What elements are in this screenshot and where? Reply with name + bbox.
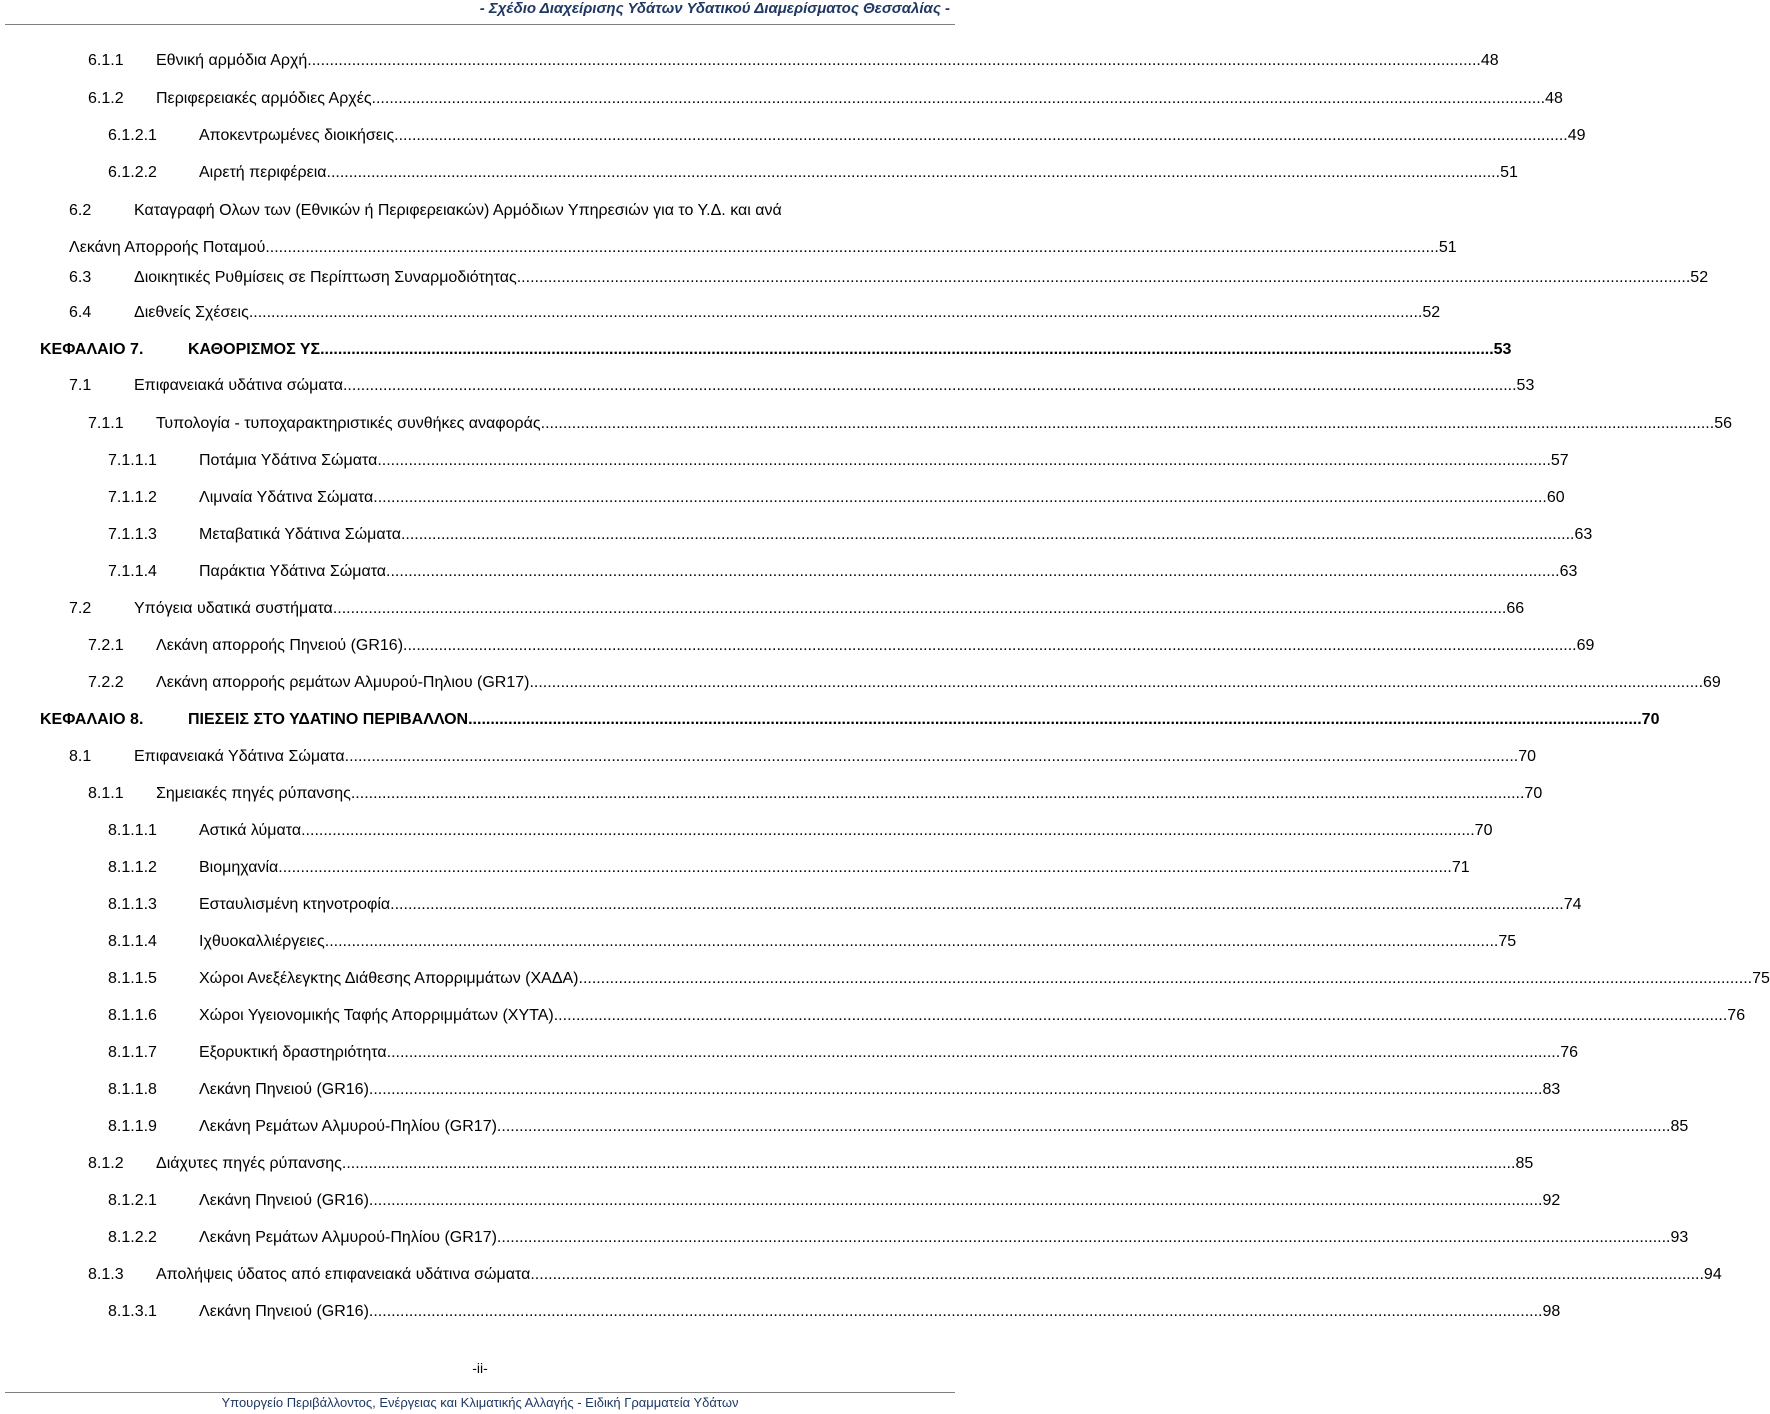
toc-entry-page: 76 bbox=[1727, 1007, 1746, 1024]
toc-dot-leader bbox=[387, 1040, 1561, 1066]
toc-entry-title: Λεκάνη Πηνειού (GR16) bbox=[199, 1081, 369, 1098]
toc-entry-page: 75 bbox=[1752, 970, 1770, 987]
toc-entry[interactable] bbox=[0, 265, 1709, 291]
toc-entry[interactable] bbox=[0, 670, 1721, 696]
toc-entry[interactable] bbox=[0, 818, 1493, 844]
toc-dot-leader bbox=[327, 160, 1501, 186]
toc-entry-title: Λεκάνη απορροής ρεμάτων Αλμυρού-Πηλιου (GR17) bbox=[156, 674, 530, 691]
toc-entry-title: Βιομηχανία bbox=[199, 859, 279, 876]
toc-entry-page: 70 bbox=[1474, 822, 1493, 839]
toc-entry-page: 71 bbox=[1451, 859, 1470, 876]
toc-dot-leader bbox=[307, 48, 1481, 74]
toc-entry[interactable] bbox=[0, 300, 1441, 326]
toc-dot-leader bbox=[403, 633, 1577, 659]
toc-entry-title: Παράκτια Υδάτινα Σώματα bbox=[199, 563, 387, 580]
toc-entry-number: 7.1.1 bbox=[88, 415, 124, 432]
toc-entry-page: 53 bbox=[1493, 341, 1512, 358]
toc-entry[interactable] bbox=[0, 373, 1535, 399]
toc-entry-title: Λεκάνη απορροής Πηνειού (GR16) bbox=[156, 637, 404, 654]
toc-entry-page: 49 bbox=[1567, 127, 1586, 144]
toc-entry-title: Χώροι Ανεξέλεγκτης Διάθεσης Απορριμμάτων (ΧΑΔΑ) bbox=[199, 970, 579, 987]
toc-entry-number: 6.2 bbox=[69, 202, 92, 219]
toc-entry[interactable] bbox=[0, 1262, 1722, 1288]
toc-entry-number: 8.1.3 bbox=[88, 1266, 124, 1283]
toc-dot-leader bbox=[390, 892, 1564, 918]
toc-entry[interactable] bbox=[0, 929, 1517, 955]
toc-entry[interactable] bbox=[0, 855, 1470, 881]
toc-dot-leader bbox=[497, 1225, 1671, 1251]
toc-entry-title-continued: Λεκάνη Απορροής Ποταμού bbox=[69, 239, 266, 256]
page-number: -ii- bbox=[472, 1360, 488, 1376]
toc-entry-page: 98 bbox=[1542, 1303, 1561, 1320]
toc-entry[interactable] bbox=[0, 448, 1569, 474]
toc-dot-leader bbox=[320, 337, 1494, 363]
running-footer: Υπουργείο Περιβάλλοντος, Ενέργειας και Κλιματικής Αλλαγής - Ειδική Γραμματεία Υδάτων bbox=[221, 1395, 739, 1410]
toc-entry-title: Αποκεντρωμένες διοικήσεις bbox=[199, 127, 395, 144]
toc-entry-title: Επιφανειακά Υδάτινα Σώματα bbox=[134, 748, 345, 765]
toc-entry-title: Διάχυτες πηγές ρύπανσης bbox=[156, 1155, 342, 1172]
toc-entry-page: 74 bbox=[1563, 896, 1582, 913]
toc-entry-number: 8.1.1.6 bbox=[108, 1007, 157, 1024]
toc-entry-title: Ποτάμια Υδάτινα Σώματα bbox=[199, 452, 378, 469]
toc-entry-number: 6.1.2 bbox=[88, 90, 124, 107]
toc-dot-leader bbox=[372, 86, 1546, 112]
toc-entry-title: Λεκάνη Ρεμάτων Αλμυρού-Πηλίου (GR17) bbox=[199, 1118, 497, 1135]
toc-entry-page: 85 bbox=[1670, 1118, 1689, 1135]
toc-entry-page: 83 bbox=[1542, 1081, 1561, 1098]
toc-dot-leader bbox=[468, 707, 1642, 733]
toc-dot-leader bbox=[541, 411, 1715, 437]
toc-entry-number: ΚΕΦΑΛΑΙΟ 7. bbox=[40, 341, 144, 358]
toc-dot-leader bbox=[401, 522, 1575, 548]
toc-entry-page: 85 bbox=[1515, 1155, 1534, 1172]
toc-dot-leader bbox=[265, 239, 1439, 256]
toc-entry-title: Περιφερειακές αρμόδιες Αρχές bbox=[156, 90, 372, 107]
toc-entry-page: 48 bbox=[1545, 90, 1563, 107]
toc-dot-leader bbox=[345, 744, 1519, 770]
toc-entry[interactable] bbox=[0, 522, 1593, 548]
toc-entry-page: 51 bbox=[1438, 239, 1457, 256]
toc-entry-title: Μεταβατικά Υδάτινα Σώματα bbox=[199, 526, 401, 543]
toc-dot-leader bbox=[394, 123, 1568, 149]
toc-entry-title: Ιχθυοκαλλιέργειες bbox=[199, 933, 325, 950]
toc-dot-leader bbox=[249, 300, 1423, 326]
toc-entry-page: 94 bbox=[1703, 1266, 1722, 1283]
toc-dot-leader bbox=[579, 966, 1753, 992]
toc-entry-title: Χώροι Υγειονομικής Ταφής Απορριμμάτων (ΧΥΤΑ) bbox=[199, 1007, 554, 1024]
toc-entry-number: 8.1.1.2 bbox=[108, 859, 157, 876]
toc-entry-page: 53 bbox=[1516, 377, 1535, 394]
toc-entry-number: 8.1.2 bbox=[88, 1155, 124, 1172]
toc-entry[interactable] bbox=[0, 1040, 1578, 1066]
toc-dot-leader bbox=[529, 670, 1703, 696]
toc-entry-number: 6.1.2.1 bbox=[108, 127, 157, 144]
toc-entry-number: 8.1.2.2 bbox=[108, 1229, 157, 1246]
toc-entry-number: 8.1.1.8 bbox=[108, 1081, 157, 1098]
toc-entry[interactable] bbox=[0, 337, 1512, 363]
toc-entry-title: Εσταυλισμένη κτηνοτροφία bbox=[199, 896, 391, 913]
toc-entry-page: 75 bbox=[1498, 933, 1517, 950]
toc-entry[interactable] bbox=[0, 633, 1595, 659]
toc-entry-title: ΠΙΕΣΕΙΣ ΣΤΟ ΥΔΑΤΙΝΟ ΠΕΡΙΒΑΛΛΟΝ bbox=[188, 711, 469, 728]
toc-entry-title: Τυπολογία - τυποχαρακτηριστικές συνθήκες αναφοράς bbox=[156, 415, 541, 432]
toc-entry-page: 60 bbox=[1546, 489, 1565, 506]
toc-entry-page: 63 bbox=[1574, 526, 1593, 543]
toc-entry[interactable] bbox=[0, 1299, 1561, 1325]
toc-entry[interactable] bbox=[0, 1188, 1561, 1214]
toc-dot-leader bbox=[377, 448, 1551, 474]
toc-entry-page: 93 bbox=[1670, 1229, 1689, 1246]
toc-dot-leader bbox=[554, 1003, 1728, 1029]
toc-entry-title: Καταγραφή Ολων των (Εθνικών ή Περιφερειακών) Αρμόδιων Υπηρεσιών για το Υ.Δ. και ανά bbox=[134, 202, 782, 219]
toc-entry-number: 7.1 bbox=[69, 377, 92, 394]
toc-entry-number: 8.1.2.1 bbox=[108, 1192, 157, 1209]
running-header: - Σχέδιο Διαχείρισης Υδάτων Υδατικού Διαμερίσματος Θεσσαλίας - bbox=[479, 0, 950, 17]
toc-entry-title: Εξορυκτική δραστηριότητα bbox=[199, 1044, 387, 1061]
toc-entry-page: 56 bbox=[1714, 415, 1732, 432]
toc-entry-title: Διεθνείς Σχέσεις bbox=[134, 304, 249, 321]
toc-entry-number: 6.1.2.2 bbox=[108, 164, 157, 181]
toc-entry-number: 8.1.1 bbox=[88, 785, 124, 802]
toc-dot-leader bbox=[369, 1188, 1543, 1214]
toc-entry-page: 70 bbox=[1641, 711, 1660, 728]
toc-entry-number: 6.3 bbox=[69, 269, 92, 286]
toc-dot-leader bbox=[530, 1262, 1704, 1288]
toc-entry-page: 70 bbox=[1518, 748, 1536, 765]
toc-entry[interactable] bbox=[0, 160, 1518, 186]
toc-entry-number: 7.1.1.1 bbox=[108, 452, 157, 469]
toc-entry-page: 57 bbox=[1550, 452, 1569, 469]
toc-entry-title: Απολήψεις ύδατος από επιφανειακά υδάτινα σώματα bbox=[156, 1266, 531, 1283]
toc-entry-page: 66 bbox=[1506, 600, 1525, 617]
toc-entry-page: 52 bbox=[1422, 304, 1441, 321]
toc-entry[interactable] bbox=[0, 892, 1582, 918]
toc-dot-leader bbox=[343, 373, 1517, 399]
toc-entry-page: 92 bbox=[1542, 1192, 1561, 1209]
toc-entry[interactable] bbox=[0, 1225, 1689, 1251]
toc-entry-number: 7.2 bbox=[69, 600, 92, 617]
toc-entry-title: ΚΑΘΟΡΙΣΜΟΣ ΥΣ bbox=[188, 341, 321, 358]
toc-entry[interactable] bbox=[0, 123, 1586, 149]
toc-entry-number: ΚΕΦΑΛΑΙΟ 8. bbox=[40, 711, 144, 728]
toc-entry-number: 8.1.1.7 bbox=[108, 1044, 157, 1061]
toc-entry[interactable] bbox=[0, 86, 1563, 112]
toc-entry-title: Λιμναία Υδάτινα Σώματα bbox=[199, 489, 374, 506]
toc-entry-page: 69 bbox=[1703, 674, 1721, 691]
toc-entry-number: 7.1.1.3 bbox=[108, 526, 157, 543]
toc-dot-leader bbox=[342, 1151, 1516, 1177]
toc-dot-leader bbox=[517, 265, 1691, 291]
toc-entry-title: Λεκάνη Πηνειού (GR16) bbox=[199, 1192, 369, 1209]
toc-entry-number: 8.1.1.3 bbox=[108, 896, 157, 913]
toc-entry[interactable] bbox=[0, 744, 1536, 770]
toc-entry-number: 7.1.1.4 bbox=[108, 563, 157, 580]
toc-entry-number: 8.1.1.4 bbox=[108, 933, 157, 950]
toc-entry-title: Υπόγεια υδατικά συστήματα bbox=[134, 600, 333, 617]
toc-entry-page: 48 bbox=[1480, 52, 1499, 69]
toc-entry-page: 51 bbox=[1500, 164, 1518, 181]
toc-entry[interactable] bbox=[0, 1003, 1746, 1029]
toc-entry[interactable] bbox=[0, 1114, 1689, 1140]
toc-entry-number: 8.1.1.9 bbox=[108, 1118, 157, 1135]
toc-entry-title: Λεκάνη Ρεμάτων Αλμυρού-Πηλίου (GR17) bbox=[199, 1229, 497, 1246]
toc-entry[interactable] bbox=[0, 596, 1525, 622]
toc-entry-title: Σημειακές πηγές ρύπανσης bbox=[156, 785, 351, 802]
toc-entry[interactable] bbox=[0, 559, 1578, 585]
toc-dot-leader bbox=[497, 1114, 1671, 1140]
toc-entry-page: 76 bbox=[1560, 1044, 1578, 1061]
toc-dot-leader bbox=[369, 1299, 1543, 1325]
toc-entry-number: 6.4 bbox=[69, 304, 92, 321]
toc-entry-number: 7.1.1.2 bbox=[108, 489, 157, 506]
toc-entry-number: 8.1 bbox=[69, 748, 92, 765]
toc-entry[interactable] bbox=[0, 411, 1732, 437]
toc-dot-leader bbox=[351, 781, 1525, 807]
toc-entry-title: Αστικά λύματα bbox=[199, 822, 302, 839]
toc-dot-leader bbox=[333, 596, 1507, 622]
toc-entry-title: Διοικητικές Ρυθμίσεις σε Περίπτωση Συναρμοδιότητας bbox=[134, 269, 517, 286]
toc-entry-number: 8.1.3.1 bbox=[108, 1303, 157, 1320]
toc-entry-title: Λεκάνη Πηνειού (GR16) bbox=[199, 1303, 369, 1320]
toc-entry-page: 63 bbox=[1559, 563, 1578, 580]
toc-entry-title: Αιρετή περιφέρεια bbox=[199, 164, 327, 181]
toc-dot-leader bbox=[278, 855, 1452, 881]
toc-dot-leader bbox=[301, 818, 1475, 844]
toc-entry-title: Εθνική αρμόδια Αρχή bbox=[156, 52, 308, 69]
toc-entry-number: 6.1.1 bbox=[88, 52, 124, 69]
toc-entry[interactable] bbox=[0, 1151, 1534, 1177]
toc-entry[interactable] bbox=[0, 48, 1499, 74]
toc-entry-number: 7.2.2 bbox=[88, 674, 124, 691]
toc-entry-page: 70 bbox=[1524, 785, 1543, 802]
toc-dot-leader bbox=[386, 559, 1560, 585]
toc-entry[interactable] bbox=[0, 966, 1770, 992]
toc-entry-page: 52 bbox=[1690, 269, 1709, 286]
toc-dot-leader bbox=[369, 1077, 1543, 1103]
toc-entry-page: 69 bbox=[1576, 637, 1595, 654]
toc-entry-number: 8.1.1.5 bbox=[108, 970, 157, 987]
footer-divider bbox=[5, 1392, 955, 1393]
toc-entry[interactable] bbox=[0, 485, 1565, 511]
toc-entry-number: 7.2.1 bbox=[88, 637, 124, 654]
toc-entry[interactable] bbox=[0, 781, 1543, 807]
toc-dot-leader bbox=[373, 485, 1547, 511]
toc-entry[interactable] bbox=[0, 1077, 1561, 1103]
toc-entry[interactable] bbox=[0, 707, 1660, 733]
toc-entry-title: Επιφανειακά υδάτινα σώματα bbox=[134, 377, 343, 394]
toc-entry-number: 8.1.1.1 bbox=[108, 822, 157, 839]
toc-dot-leader bbox=[325, 929, 1499, 955]
toc-entry[interactable] bbox=[0, 198, 1457, 256]
